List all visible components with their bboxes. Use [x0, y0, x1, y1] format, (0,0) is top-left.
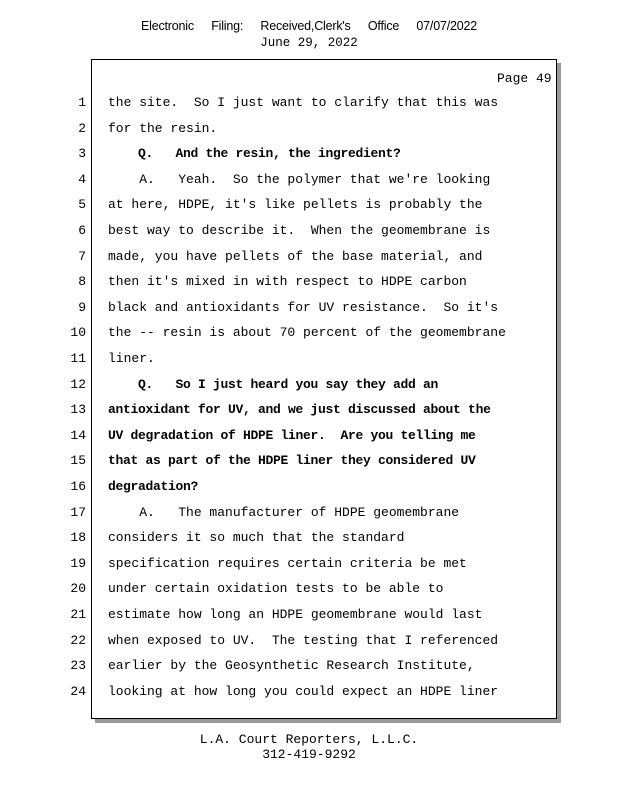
transcript-line — [0, 374, 560, 396]
stamp-word: Filing: — [211, 19, 244, 33]
transcript-line — [0, 143, 560, 165]
line-text: made, you have pellets of the base material, and — [108, 248, 483, 264]
transcript-line — [0, 502, 560, 524]
line-number: 2 — [78, 120, 86, 136]
line-number: 14 — [70, 427, 86, 443]
transcript-line — [0, 220, 560, 242]
transcript-line — [0, 271, 560, 293]
transcript-line — [0, 578, 560, 600]
line-number: 5 — [78, 197, 86, 213]
line-text: considers it so much that the standard — [108, 530, 405, 546]
line-text: when exposed to UV. The testing that I referenced — [108, 632, 499, 648]
transcript-line — [0, 92, 560, 114]
line-text: estimate how long an HDPE geomembrane would last — [108, 607, 483, 622]
stamp-word: Electronic — [141, 19, 194, 33]
line-number: 7 — [78, 248, 86, 264]
line-text: then it's mixed in with respect to HDPE carbon — [108, 274, 467, 290]
reporter-company: L.A. Court Reporters, L.L.C. — [199, 732, 419, 747]
stamp-word: 07/07/2022 — [416, 19, 477, 33]
transcript-line — [0, 297, 560, 319]
footer — [0, 732, 618, 762]
line-number: 4 — [78, 171, 86, 187]
transcript-line — [0, 399, 560, 421]
reporter-phone: 312-419-9292 — [262, 747, 356, 762]
transcript-line — [0, 450, 560, 472]
line-number: 17 — [70, 504, 86, 520]
line-text: under certain oxidation tests to be able to — [108, 581, 444, 597]
line-text: earlier by the Geosynthetic Research Institute, — [108, 658, 475, 674]
line-number: 9 — [78, 299, 86, 315]
line-text: at here, HDPE, it's like pellets is probably the — [108, 197, 483, 213]
line-number: 24 — [70, 683, 86, 699]
transcript-line — [0, 553, 560, 575]
line-text: for the resin. — [108, 120, 218, 136]
page-number: Page 49 — [497, 71, 552, 86]
line-text: specification requires certain criteria be met — [108, 555, 467, 571]
line-number: 6 — [78, 223, 86, 238]
line-text: Q. So I just heard you say they add an — [108, 376, 439, 392]
transcript-line — [0, 194, 560, 216]
transcript-line — [0, 604, 560, 626]
line-number: 20 — [70, 581, 86, 597]
line-number: 12 — [70, 376, 86, 392]
line-text: the -- resin is about 70 percent of the geomembrane — [108, 325, 506, 341]
transcript-line — [0, 425, 560, 447]
transcript-line — [0, 630, 560, 652]
line-number: 3 — [78, 146, 86, 162]
line-number: 10 — [70, 325, 86, 341]
line-text: A. Yeah. So the polymer that we're looking — [108, 171, 491, 187]
line-text: black and antioxidants for UV resistance. So it's — [108, 299, 499, 315]
transcript-line — [0, 527, 560, 549]
line-number: 21 — [70, 607, 86, 622]
transcript-date: June 29, 2022 — [260, 36, 358, 50]
transcript-line — [0, 322, 560, 344]
line-text: that as part of the HDPE liner they considered UV — [108, 453, 476, 469]
line-text: liner. — [108, 351, 155, 366]
filing-stamp — [0, 19, 618, 33]
transcript-line — [0, 246, 560, 268]
stamp-word: Office — [367, 19, 400, 33]
line-number: 16 — [70, 479, 86, 494]
line-text: best way to describe it. When the geomembrane is — [108, 223, 491, 238]
line-text: UV degradation of HDPE liner. Are you telling me — [108, 427, 476, 443]
line-number: 23 — [70, 658, 86, 674]
transcript-line — [0, 476, 560, 498]
line-number: 15 — [70, 453, 86, 469]
line-number: 18 — [70, 530, 86, 546]
transcript-line — [0, 169, 560, 191]
line-number: 8 — [78, 274, 86, 290]
line-number: 13 — [70, 402, 86, 418]
line-text: Q. And the resin, the ingredient? — [108, 146, 401, 162]
transcript-line — [0, 681, 560, 703]
line-text: looking at how long you could expect an HDPE liner — [108, 683, 499, 699]
line-number: 11 — [70, 351, 86, 366]
line-number: 22 — [70, 632, 86, 648]
transcript-line — [0, 118, 560, 140]
line-text: A. The manufacturer of HDPE geomembrane — [108, 504, 460, 520]
line-text: degradation? — [108, 479, 199, 494]
stamp-word: Received,Clerk's — [260, 19, 351, 33]
line-number: 19 — [70, 555, 86, 571]
line-text: antioxidant for UV, and we just discussed about the — [108, 402, 491, 418]
transcript-line — [0, 655, 560, 677]
line-text: the site. So I just want to clarify that this was — [108, 95, 499, 110]
line-number: 1 — [78, 95, 86, 110]
transcript-line — [0, 348, 560, 370]
